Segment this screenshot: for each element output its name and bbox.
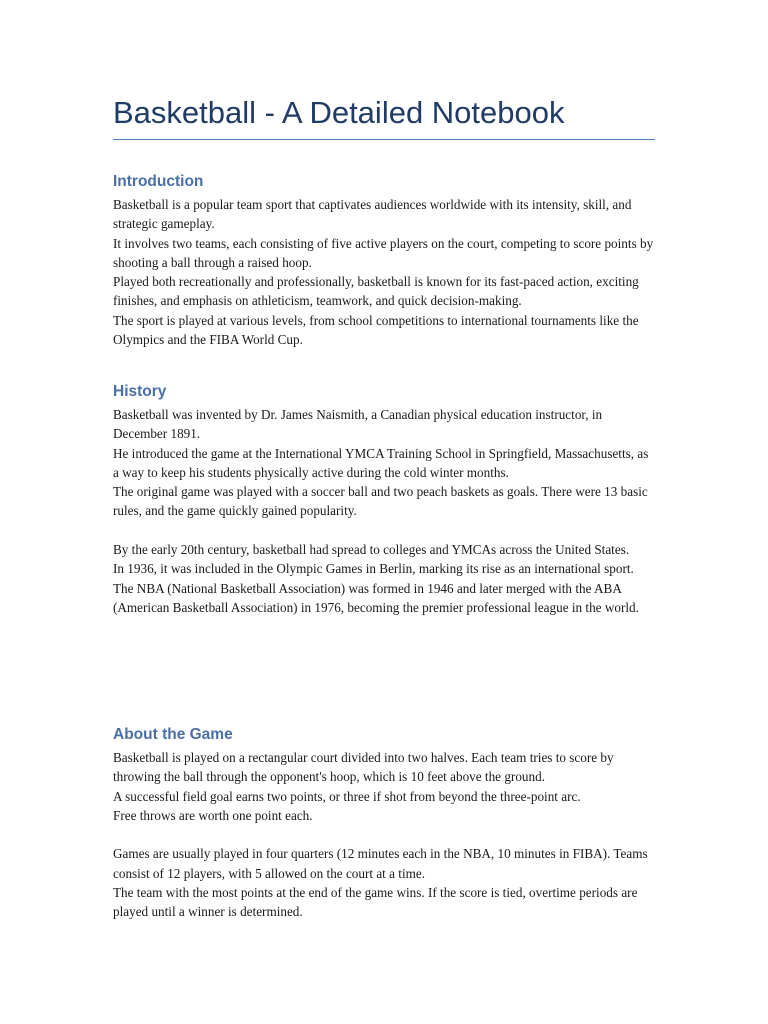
paragraph: Games are usually played in four quarters (12 minutes each in the NBA, 10 minutes in FIBA). Teams consist of 12 players, with 5 allowed on the court at a time. bbox=[113, 846, 648, 881]
section-body bbox=[113, 195, 655, 349]
paragraph: The original game was played with a soccer ball and two peach baskets as goals. There were 13 basic rules, and the game quickly gained popularity. bbox=[113, 484, 648, 519]
paragraph: By the early 20th century, basketball had spread to colleges and YMCAs across the United States. bbox=[113, 542, 630, 558]
section-heading: History bbox=[113, 383, 167, 400]
paragraph: The NBA (National Basketball Association) was formed in 1946 and later merged with the ABA (American Basketball Association) in 1976, becoming the premier professional league in the world. bbox=[113, 580, 639, 615]
paragraph: In 1936, it was included in the Olympic Games in Berlin, marking its rise as an international sport. bbox=[113, 561, 634, 577]
section-heading: Introduction bbox=[113, 173, 204, 190]
section-body bbox=[113, 748, 655, 922]
section-body bbox=[113, 405, 655, 617]
paragraph: A successful field goal earns two points, or three if shot from beyond the three-point arc. bbox=[113, 788, 581, 804]
paragraph: Free throws are worth one point each. bbox=[113, 807, 313, 823]
paragraph: Basketball was invented by Dr. James Naismith, a Canadian physical education instructor, in December 1891. bbox=[113, 407, 603, 442]
title-underline bbox=[113, 139, 655, 140]
paragraph: It involves two teams, each consisting of five active players on the court, competing to score points by shooting a ball through a raised hoop. bbox=[113, 235, 654, 270]
section-history bbox=[113, 381, 655, 617]
paragraph: He introduced the game at the International YMCA Training School in Springfield, Massachusetts, as a way to keep his students physically active during the cold winter months. bbox=[113, 445, 649, 480]
paragraph: Played both recreationally and professionally, basketball is known for its fast-paced action, exciting finishes, and emphasis on athleticism, teamwork, and quick decision-making. bbox=[113, 274, 639, 309]
paragraph-spacer bbox=[113, 521, 655, 540]
paragraph-spacer bbox=[113, 825, 655, 844]
paragraph: The sport is played at various levels, from school competitions to international tournaments like the Olympics and the FIBA World Cup. bbox=[113, 312, 639, 348]
paragraph: Basketball is a popular team sport that captivates audiences worldwide with its intensity, skill, and strategic gameplay. bbox=[113, 197, 632, 232]
section-about-the-game bbox=[113, 724, 655, 922]
document-title: Basketball - A Detailed Notebook bbox=[113, 95, 565, 130]
paragraph: Basketball is played on a rectangular court divided into two halves. Each team tries to score by throwing the ball through the opponent's hoop, which is 10 feet above the ground. bbox=[113, 750, 614, 785]
paragraph: The team with the most points at the end of the game wins. If the score is tied, overtime periods are played until a winner is determined. bbox=[113, 885, 638, 920]
section-introduction bbox=[113, 171, 655, 349]
section-heading: About the Game bbox=[113, 726, 233, 743]
